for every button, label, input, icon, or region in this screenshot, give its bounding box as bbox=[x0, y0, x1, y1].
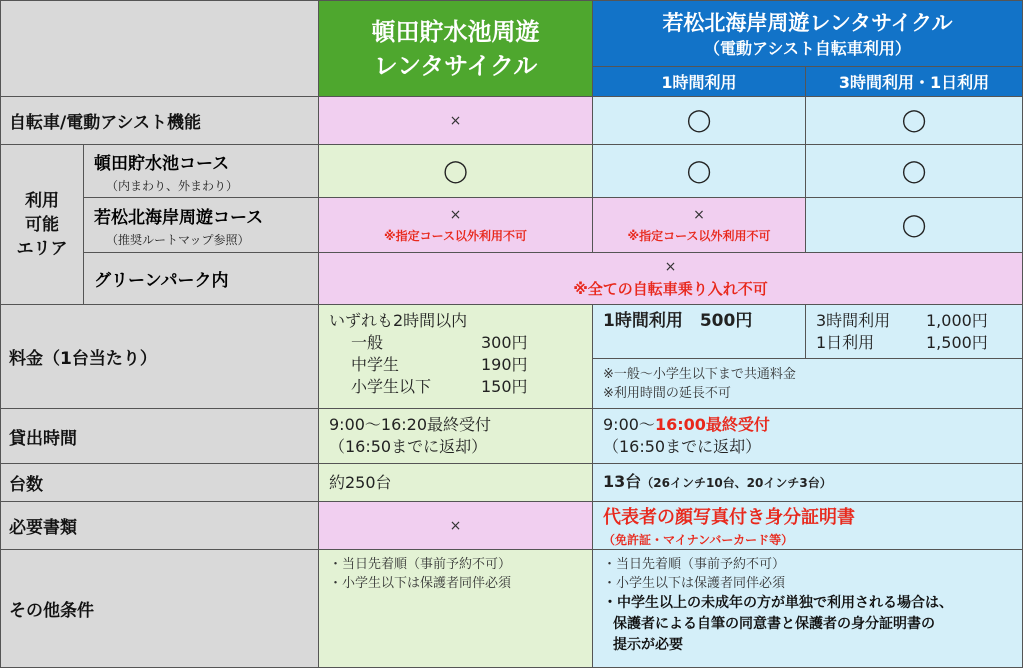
count-w-detail: （26インチ10台、20インチ3台） bbox=[641, 476, 832, 490]
green-park-note: ※全ての自転車乗り入れ不可 bbox=[573, 279, 768, 298]
header-wakamatsu-title: 若松北海岸周遊レンタサイクル bbox=[662, 10, 953, 35]
hitta-course-3h-mark: ◯ bbox=[806, 145, 1023, 198]
fee-3h-cell bbox=[806, 305, 1023, 359]
other-hitta-item: ・当日先着順（事前予約不可） bbox=[329, 557, 512, 572]
label-area-line3: エリア bbox=[16, 238, 68, 259]
wakamatsu-course-name: 若松北海岸周遊コース bbox=[94, 207, 264, 228]
fee-hitta-row-price: 300円 bbox=[481, 333, 528, 352]
fee-3h-row-price: 1,000円 bbox=[926, 311, 988, 330]
fee-hitta-intro: いずれも2時間以内 bbox=[329, 311, 468, 330]
rental-time-hitta-cell bbox=[319, 409, 593, 464]
rental-time-w-last: 16:00最終受付 bbox=[654, 415, 770, 434]
header-plan-1h: 1時間利用 bbox=[593, 67, 806, 97]
label-hitta-course bbox=[84, 145, 319, 198]
wakamatsu-course-3h-mark: ◯ bbox=[806, 198, 1023, 253]
fee-hitta-cell bbox=[319, 305, 593, 409]
label-documents: 必要書類 bbox=[1, 502, 319, 550]
rental-time-w-cell bbox=[593, 409, 1023, 464]
documents-w-main: 代表者の顔写真付き身分証明書 bbox=[603, 507, 855, 528]
header-wakamatsu-subtitle: （電動アシスト自転車利用） bbox=[704, 38, 911, 58]
label-rental-time: 貸出時間 bbox=[1, 409, 319, 464]
hitta-course-1h-mark: ◯ bbox=[593, 145, 806, 198]
header-wakamatsu bbox=[593, 1, 1023, 67]
other-w-item: ・当日先着順（事前予約不可） bbox=[603, 557, 786, 572]
fee-hitta-row-name: 中学生 bbox=[351, 355, 400, 374]
documents-w-sub: （免許証・マイナンバーカード等） bbox=[603, 533, 794, 547]
wakamatsu-course-sub: （推奨ルートマップ参照） bbox=[106, 232, 250, 247]
label-fee: 料金（1台当たり） bbox=[1, 305, 319, 409]
label-other: その他条件 bbox=[1, 550, 319, 668]
rental-time-w-line1 bbox=[603, 414, 1022, 436]
other-w-bold-line2: 保護者による自筆の同意書と保護者の身分証明書の bbox=[613, 616, 935, 632]
fee-notes-cell bbox=[593, 359, 1023, 409]
other-w-bold-line1: ・中学生以上の未成年の方が単独で利用される場合は、 bbox=[603, 595, 953, 611]
fee-3h-row-name: 3時間利用 bbox=[816, 311, 891, 330]
fee-hitta-list bbox=[329, 332, 592, 398]
label-bicycle: 自転車/電動アシスト機能 bbox=[1, 97, 319, 145]
other-w-item: ・小学生以下は保護者同伴必須 bbox=[603, 576, 786, 591]
fee-hitta-row-name: 一般 bbox=[351, 333, 384, 352]
fee-1h: 1時間利用 500円 bbox=[593, 305, 806, 359]
count-w-cell bbox=[593, 464, 1023, 502]
rental-time-w-start: 9:00～ bbox=[603, 415, 655, 434]
wakamatsu-course-1h-note: ※指定コース以外利用不可 bbox=[627, 228, 771, 243]
label-wakamatsu-course bbox=[84, 198, 319, 253]
header-hitta-line2: レンタサイクル bbox=[373, 51, 538, 80]
header-hitta-line1: 頓田貯水池周遊 bbox=[371, 17, 540, 46]
other-hitta-cell bbox=[319, 550, 593, 668]
fee-3h-row-price: 1,500円 bbox=[926, 333, 988, 352]
fee-note: ※利用時間の延長不可 bbox=[603, 385, 731, 401]
wakamatsu-course-1h-mark: × bbox=[693, 206, 705, 223]
wakamatsu-course-hitta-cell bbox=[319, 198, 593, 253]
label-area bbox=[1, 145, 84, 305]
bicycle-3h-mark: ◯ bbox=[806, 97, 1023, 145]
other-w-bold-line3: 提示が必要 bbox=[613, 637, 683, 653]
count-hitta: 約250台 bbox=[319, 464, 593, 502]
fee-hitta-row-name: 小学生以下 bbox=[351, 377, 432, 396]
header-hitta bbox=[319, 1, 593, 97]
documents-w-cell bbox=[593, 502, 1023, 550]
label-area-line1: 利用 bbox=[25, 190, 59, 211]
other-hitta-item: ・小学生以下は保護者同伴必須 bbox=[329, 576, 512, 591]
header-corner bbox=[1, 1, 319, 97]
fee-3h-row bbox=[816, 332, 996, 354]
green-park-mark: × bbox=[664, 258, 677, 275]
bicycle-1h-mark: ◯ bbox=[593, 97, 806, 145]
wakamatsu-course-hitta-note: ※指定コース以外利用不可 bbox=[383, 228, 528, 243]
hitta-course-name: 頓田貯水池コース bbox=[94, 153, 230, 174]
count-w-main: 13台 bbox=[603, 472, 642, 491]
rental-time-w-line2: （16:50までに返却） bbox=[603, 437, 762, 456]
fee-hitta-row bbox=[351, 376, 541, 398]
label-count: 台数 bbox=[1, 464, 319, 502]
other-w-cell bbox=[593, 550, 1023, 668]
wakamatsu-course-hitta-mark: × bbox=[449, 206, 462, 223]
wakamatsu-course-1h-cell bbox=[593, 198, 806, 253]
hitta-course-sub: （内まわり、外まわり） bbox=[106, 178, 239, 193]
fee-hitta-row bbox=[351, 332, 541, 354]
green-park-cell bbox=[319, 253, 1023, 305]
fee-hitta-row-price: 190円 bbox=[481, 355, 528, 374]
label-area-line2: 可能 bbox=[25, 214, 59, 235]
fee-note: ※一般～小学生以下まで共通料金 bbox=[603, 366, 796, 382]
fee-3h-row-name: 1日利用 bbox=[816, 333, 875, 352]
header-plan-3h-1d: 3時間利用・1日利用 bbox=[806, 67, 1023, 97]
rental-time-hitta-line2: （16:50までに返却） bbox=[329, 437, 488, 456]
hitta-course-hitta-mark: ◯ bbox=[319, 145, 593, 198]
rental-time-hitta-line1: 9:00～16:20最終受付 bbox=[329, 415, 492, 434]
fee-3h-row bbox=[816, 310, 996, 332]
bicycle-hitta-mark: × bbox=[319, 97, 593, 145]
documents-hitta-mark: × bbox=[319, 502, 593, 550]
fee-hitta-row-price: 150円 bbox=[481, 377, 528, 396]
fee-hitta-row bbox=[351, 354, 541, 376]
label-green-park: グリーンパーク内 bbox=[84, 253, 319, 305]
